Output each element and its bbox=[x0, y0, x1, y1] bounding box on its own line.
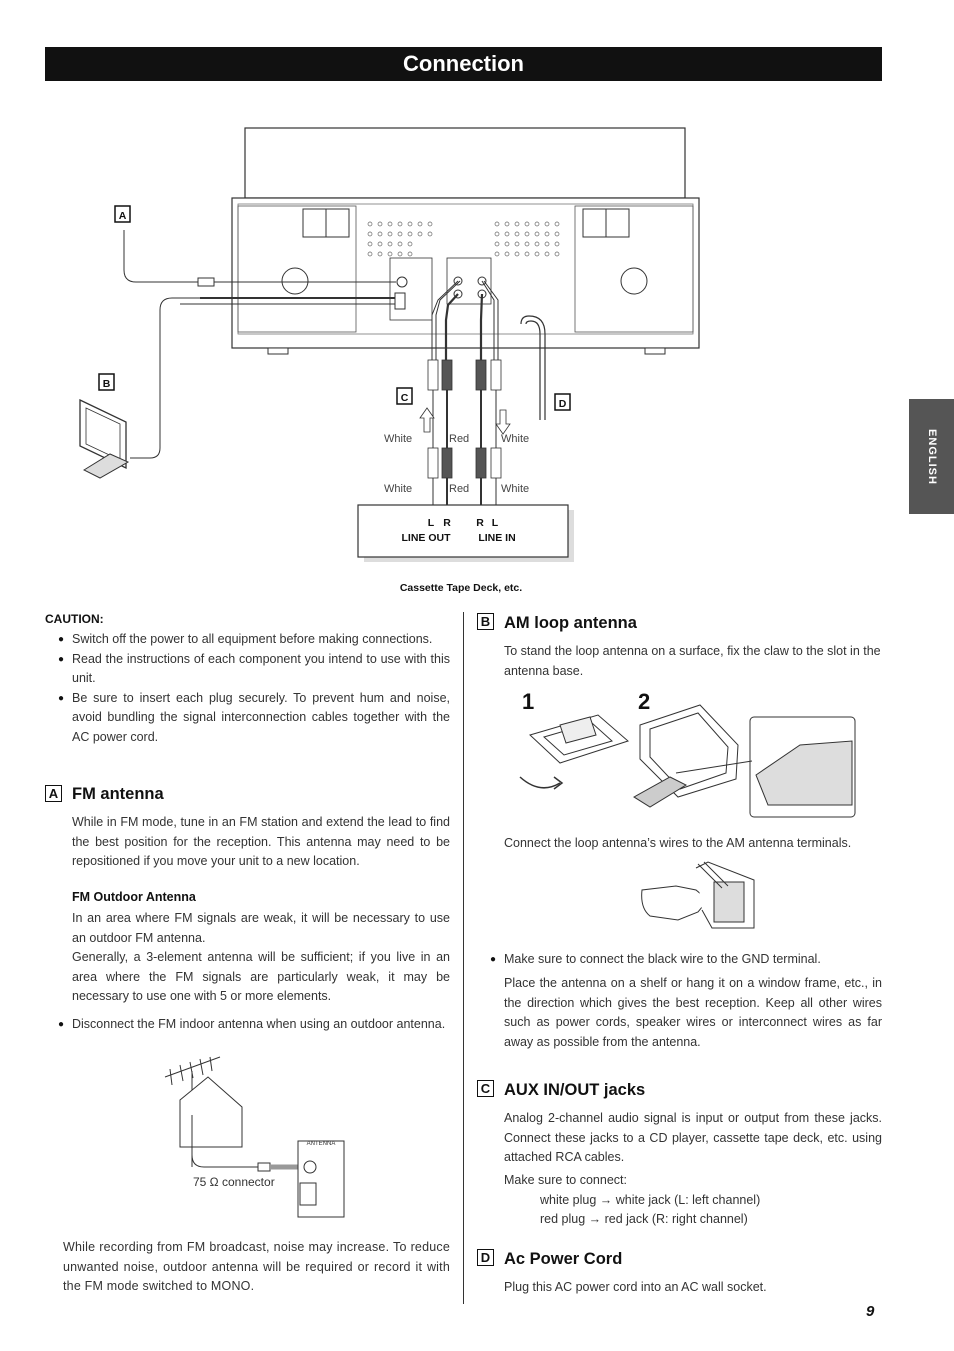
cassette-deck bbox=[358, 505, 568, 557]
antenna-terminal-block bbox=[390, 258, 432, 320]
jack-r-out: R bbox=[443, 517, 451, 529]
aux-heading: AUX IN/OUT jacks bbox=[504, 1081, 646, 1099]
fm-outdoor-p1: In an area where FM signals are weak, it will be necessary to use an outdoor FM antenna. bbox=[72, 911, 450, 945]
am-place-text: Place the antenna on a shelf or hang it on a window frame, etc., in the direction which gives the best reception. Keep all other wires such as power cords, speaker wires or interconnect wires as far away as possible from the antenna. bbox=[504, 976, 882, 1049]
label-white-3: White bbox=[384, 483, 413, 495]
section-letter-a: A bbox=[45, 785, 62, 802]
step-2-label: 2 bbox=[638, 689, 651, 714]
jack-l-out: L bbox=[427, 517, 435, 529]
fm-note: While recording from FM broadcast, noise may increase. To reduce unwanted noise, outdoor antenna will be required or record it with the FM mode switched to MONO. bbox=[63, 1240, 450, 1293]
ac-text: Plug this AC power cord into an AC wall socket. bbox=[504, 1280, 767, 1294]
fm-antenna-wire bbox=[124, 230, 198, 282]
label-red-2: Red bbox=[449, 483, 470, 495]
label-white-4: White bbox=[501, 483, 530, 495]
line-out-label: LINE OUT bbox=[401, 532, 451, 544]
fm-heading: FM antenna bbox=[72, 785, 164, 803]
section-letter-c: C bbox=[477, 1080, 494, 1097]
rca-plugs bbox=[428, 360, 501, 478]
diagram-caption: Cassette Tape Deck, etc. bbox=[399, 582, 523, 594]
am-connect-text: Connect the loop antenna’s wires to the AM antenna terminals. bbox=[504, 836, 852, 850]
am-assembly-illustration bbox=[500, 685, 860, 825]
aux-white-line: white plug → white jack (L: left channel) bbox=[540, 1193, 761, 1207]
am-heading: AM loop antenna bbox=[504, 614, 637, 632]
svg-text:D: D bbox=[558, 398, 567, 410]
fm-text: While in FM mode, tune in an FM station and extend the lead to find the best position for the reception. This antenna may need to be repositioned if you move your unit to a new location. bbox=[72, 815, 450, 868]
callout-b bbox=[99, 374, 114, 390]
page-number: 9 bbox=[866, 1303, 875, 1320]
line-in-label: LINE IN bbox=[478, 532, 516, 544]
svg-text:A: A bbox=[118, 210, 127, 222]
am-text: To stand the loop antenna on a surface, fix the claw to the slot in the antenna base. bbox=[504, 644, 881, 678]
panel-antenna-label: ANTENNA bbox=[306, 1141, 336, 1147]
section-letter-d: D bbox=[477, 1249, 494, 1266]
caution-title: CAUTION: bbox=[45, 612, 104, 626]
am-bullet: ● Make sure to connect the black wire to the GND terminal. bbox=[504, 950, 882, 970]
svg-text:B: B bbox=[102, 378, 111, 390]
caution-item: ● Be sure to insert each plug securely. To prevent hum and noise, avoid bundling the signal interconnection cables together with the AC power cord. bbox=[72, 689, 450, 748]
am-bullet-list bbox=[504, 950, 882, 970]
outdoor-antenna-illustration bbox=[150, 1055, 360, 1225]
jack-r-in: R bbox=[476, 517, 484, 529]
label-red-1: Red bbox=[449, 433, 470, 445]
fm-bullet: ● Disconnect the FM indoor antenna when using an outdoor antenna. bbox=[72, 1015, 450, 1035]
am-loop-antenna bbox=[80, 400, 128, 478]
am-terminal-illustration bbox=[636, 860, 760, 934]
step-1-label: 1 bbox=[522, 689, 535, 714]
arrow-up-icon bbox=[420, 408, 434, 432]
aux-make-sure: Make sure to connect: bbox=[504, 1173, 627, 1187]
fm-outdoor-p2: Generally, a 3-element antenna will be sufficient; if you live in an area where the FM signals are particularly weak, it may be necessary to use one with 5 or more elements. bbox=[72, 950, 450, 1003]
fm-outdoor-title: FM Outdoor Antenna bbox=[72, 890, 196, 904]
unit-lid bbox=[245, 128, 685, 198]
language-tab-label: ENGLISH bbox=[925, 428, 938, 485]
fm-bullet-list bbox=[72, 1015, 450, 1035]
jack-l-in: L bbox=[491, 517, 499, 529]
label-white-2: White bbox=[501, 433, 530, 445]
caution-item: ● Switch off the power to all equipment before making connections. bbox=[72, 630, 450, 650]
caution-item: ● Read the instructions of each component you intend to use with this unit. bbox=[72, 650, 450, 689]
label-white-1: White bbox=[384, 433, 413, 445]
arrow-down-icon bbox=[496, 410, 510, 434]
aux-text: Analog 2-channel audio signal is input or output from these jacks. Connect these jacks to a CD player, cassette tape deck, etc. using attached RCA cables. bbox=[504, 1111, 882, 1164]
connector-label: 75 Ω connector bbox=[193, 1175, 275, 1189]
ac-heading: Ac Power Cord bbox=[504, 1250, 623, 1268]
callout-a bbox=[115, 206, 130, 222]
aux-red-line: red plug → red jack (R: right channel) bbox=[540, 1212, 748, 1226]
callout-c bbox=[397, 388, 412, 404]
svg-text:C: C bbox=[400, 392, 409, 404]
caution-list bbox=[72, 630, 450, 747]
page-title: Connection bbox=[45, 47, 882, 81]
connection-diagram bbox=[0, 0, 954, 600]
section-letter-b: B bbox=[477, 613, 494, 630]
callout-d bbox=[555, 394, 570, 410]
column-divider bbox=[463, 612, 464, 1304]
